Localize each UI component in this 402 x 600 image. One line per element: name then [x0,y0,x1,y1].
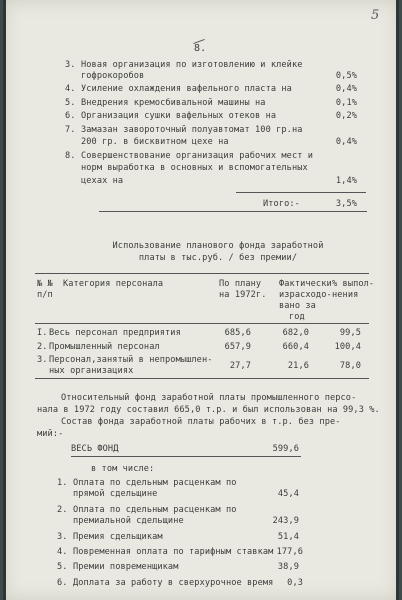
list-item-text: Организация сушки вафельных отеков на [81,111,277,121]
breakdown-text: Оплата по сдельным расценкам по [73,478,237,488]
list-item-text: Замазан завороточный полуавтомат 100 гр.на [81,125,303,135]
header-fact: израсходо- [279,290,332,300]
list-item-text: Усиление охлаждения вафельного пласта на [81,84,292,94]
breakdown-num: 2. [57,505,68,515]
handwritten-page-number: 5 [371,8,380,23]
fund-total-label: ВЕСЬ ФОНД [71,444,119,454]
header-fact: год [289,312,305,322]
including-label: в том числе: [91,464,155,474]
header-num: № № [37,279,53,289]
fund-total-value: 599,6 [272,444,299,454]
list-item-text: 200 гр. в бисквитном цехе на [81,137,229,147]
scan-edge-left [3,0,6,600]
breakdown-num: 5. [57,562,68,572]
list-item-value: 1,4% [335,176,357,186]
fund-total-underline [71,456,301,457]
breakdown-text: Повременная оплата по тарифным ставкам [73,547,274,557]
table-title-line2: платы в тыс.руб. / без премии/ [138,253,298,263]
list-item-value: 0,5% [335,71,357,81]
breakdown-value: 0,3 [287,578,303,588]
total-divider [236,192,366,193]
header-percent: нения [332,290,359,300]
breakdown-value: 38,9 [277,562,299,572]
breakdown-text: Премия сдельщикам [73,532,163,542]
list-item-num: 6. [65,111,76,121]
total-label: Итого:- [263,199,300,209]
list-item-value: 0,4% [335,137,357,147]
header-plan: на 1972г. [219,290,267,300]
header-plan: По плану [219,279,262,289]
list-item-num: 4. [65,84,76,94]
table-row-category: Персонал,занятый в непромышлен- [49,355,213,365]
table-row-fact: 660,4 [282,342,309,352]
header-category: Категория персонала [63,279,164,289]
table-title-line1: Использование планового фонда заработной [112,241,324,251]
list-item-text: Совершенствование организация рабочих мест и [81,151,314,161]
breakdown-text: прямой сдельщине [73,489,158,499]
table-top-rule [35,273,369,274]
header-percent: % выпол- [332,279,375,289]
table-row-fact: 21,6 [287,361,309,371]
breakdown-value: 243,9 [272,516,299,526]
list-item-value: 0,1% [335,98,357,108]
paragraph2-line: мий:- [37,429,64,439]
breakdown-text: Оплата по сдельным расценкам по [73,505,237,515]
list-item-text: гофрокоробов [81,71,145,81]
table-row-plan: 27,7 [229,361,251,371]
breakdown-value: 51,4 [277,532,299,542]
list-item-num: 5. [65,98,76,108]
table-row-category: Промышленный персонал [49,342,160,352]
total-value: 3,5% [335,199,357,209]
list-item-value: 0,2% [335,111,357,121]
list-item-text: цехах на [81,176,124,186]
list-item-num: 7. [65,125,76,135]
page-marker: 8. [194,43,207,54]
table-header-rule [35,323,369,324]
breakdown-num: 1. [57,478,68,488]
list-item-text: Новая организация по изготовлению и клейке [81,60,303,70]
table-row-num: 2. [37,342,48,352]
scan-edge-right [396,0,399,600]
total-underline [99,211,367,212]
table-row-plan: 657,9 [224,342,251,352]
paragraph2-line: Состав фонда заработной платы рабочих в т.р. без пре- [61,417,341,427]
table-bottom-rule [35,378,369,379]
breakdown-text: премиальной сдельщине [73,516,184,526]
list-item-value: 0,4% [335,84,357,94]
header-fact: Фактически [279,279,332,289]
paragraph1-line: нала в 1972 году составил 665,0 т.р. и был использован на 99,3 %. [37,405,380,415]
table-row-percent: 99,5 [339,328,361,338]
header-fact: вано за [279,301,316,311]
table-row-category: Весь персонал предприятия [49,328,181,338]
list-item-num: 8. [65,151,76,161]
breakdown-text: Доплата за работу в сверхурочное время [73,578,274,588]
table-row-num: 3. [37,355,48,365]
list-item-num: 3. [65,60,76,70]
table-row-num: I. [37,328,48,338]
table-row-plan: 685,6 [224,328,251,338]
document-page [3,0,399,600]
table-row-percent: 78,0 [339,361,361,371]
list-item-text: Внедрения кремосбивальной машины на [81,98,266,108]
table-row-fact: 682,0 [282,328,309,338]
breakdown-num: 4. [57,547,68,557]
table-row-percent: 100,4 [334,342,361,352]
table-row-category: ных организациях [49,366,134,376]
paragraph1-line: Относительный фонд заработной платы промышленного персо- [61,393,357,403]
breakdown-value: 177,6 [276,547,303,557]
list-item-text: норм выработка в основных и вспомогательных [81,163,308,173]
breakdown-num: 3. [57,532,68,542]
breakdown-value: 45,4 [277,489,299,499]
header-num: п/п [37,290,53,300]
breakdown-num: 6. [57,578,68,588]
breakdown-text: Премии повременщикам [73,562,179,572]
